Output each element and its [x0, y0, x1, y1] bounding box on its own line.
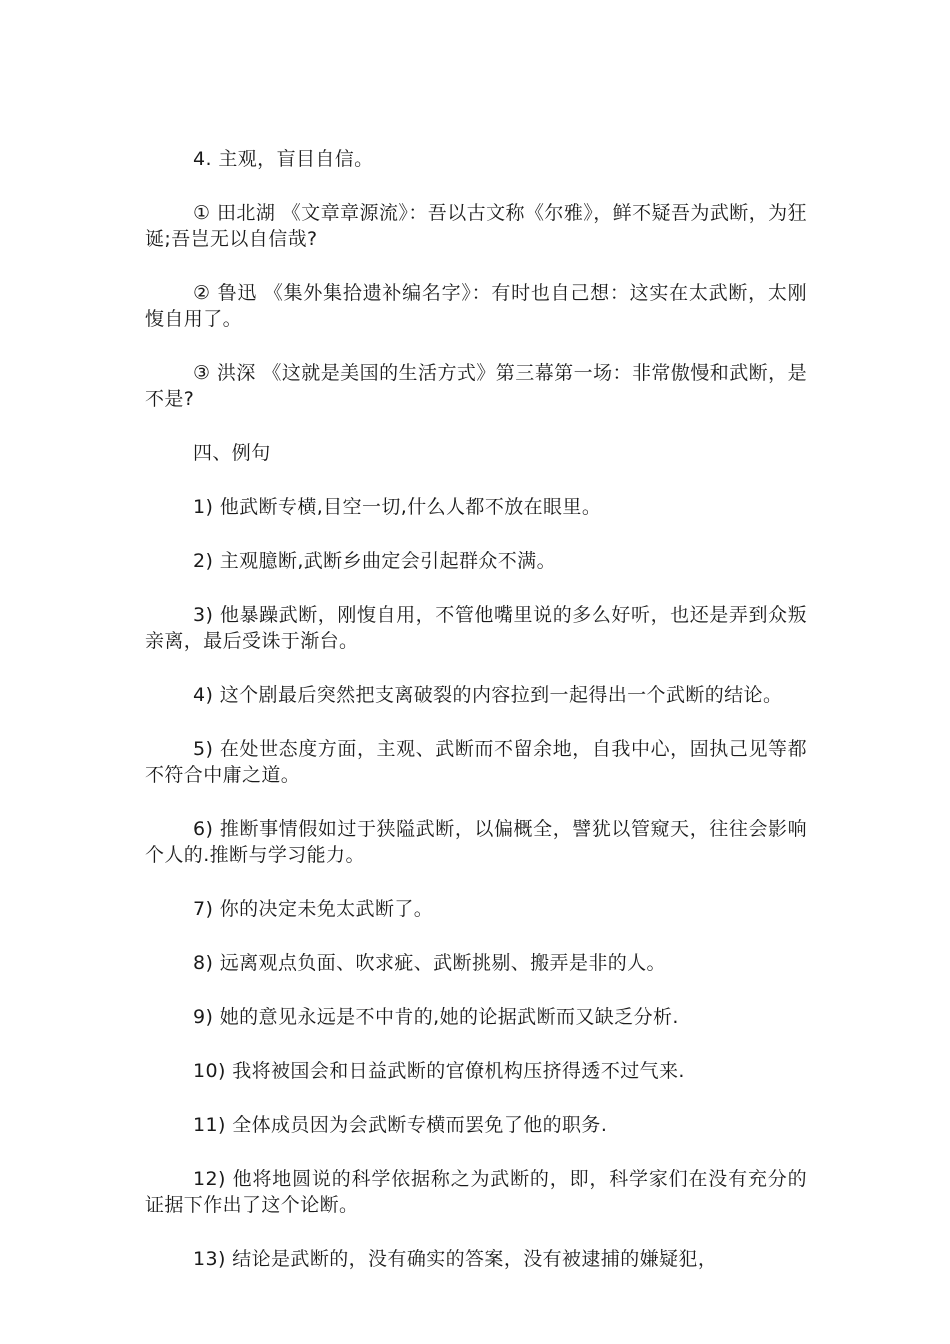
citation-paragraph-1: ① 田北湖 《文章章源流》：吾以古文称《尔雅》，鲜不疑吾为武断，为狂诞;吾岂无以自信哉?: [145, 202, 807, 250]
example-sentence-2: 2) 主观臆断,武断乡曲定会引起群众不满。: [193, 550, 556, 572]
example-sentence-7: 7) 你的决定未免太武断了。: [193, 898, 434, 920]
example-sentence-3: 3) 他暴躁武断，刚愎自用，不管他嘴里说的多么好听，也还是弄到众叛亲离，最后受诛于渐台。: [145, 604, 807, 652]
example-sentence-1: 1) 他武断专横,目空一切,什么人都不放在眼里。: [193, 496, 602, 518]
example-sentence-12: 12) 他将地圆说的科学依据称之为武断的，即，科学家们在没有充分的证据下作出了这个论断。: [145, 1168, 807, 1216]
citation-paragraph-3: ③ 洪深 《这就是美国的生活方式》第三幕第一场：非常傲慢和武断，是不是?: [145, 362, 807, 410]
document-body: [145, 146, 807, 1300]
example-sentence-4: 4) 这个剧最后突然把支离破裂的内容拉到一起得出一个武断的结论。: [193, 684, 783, 706]
example-sentence-9: 9) 她的意见永远是不中肯的,她的论据武断而又缺乏分析.: [193, 1006, 679, 1028]
example-sentence-8: 8) 远离观点负面、吹求疵、武断挑剔、搬弄是非的人。: [193, 952, 666, 974]
example-sentence-11: 11) 全体成员因为会武断专横而罢免了他的职务.: [193, 1114, 608, 1136]
example-sentence-13: 13) 结论是武断的，没有确实的答案，没有被逮捕的嫌疑犯，: [193, 1248, 718, 1270]
example-sentence-5: 5) 在处世态度方面，主观、武断而不留余地，自我中心，固执己见等都不符合中庸之道。: [145, 738, 807, 786]
section-heading-examples: 四、例句: [193, 442, 271, 464]
meaning-item-4: 4. 主观，盲目自信。: [193, 148, 374, 170]
example-sentence-10: 10) 我将被国会和日益武断的官僚机构压挤得透不过气来.: [193, 1060, 685, 1082]
example-sentence-6: 6) 推断事情假如过于狭隘武断，以偏概全，譬犹以管窥天，往往会影响个人的.推断与学习能力。: [145, 818, 807, 866]
citation-paragraph-2: ② 鲁迅 《集外集拾遗补编名字》：有时也自己想：这实在太武断，太刚愎自用了。: [145, 282, 807, 330]
